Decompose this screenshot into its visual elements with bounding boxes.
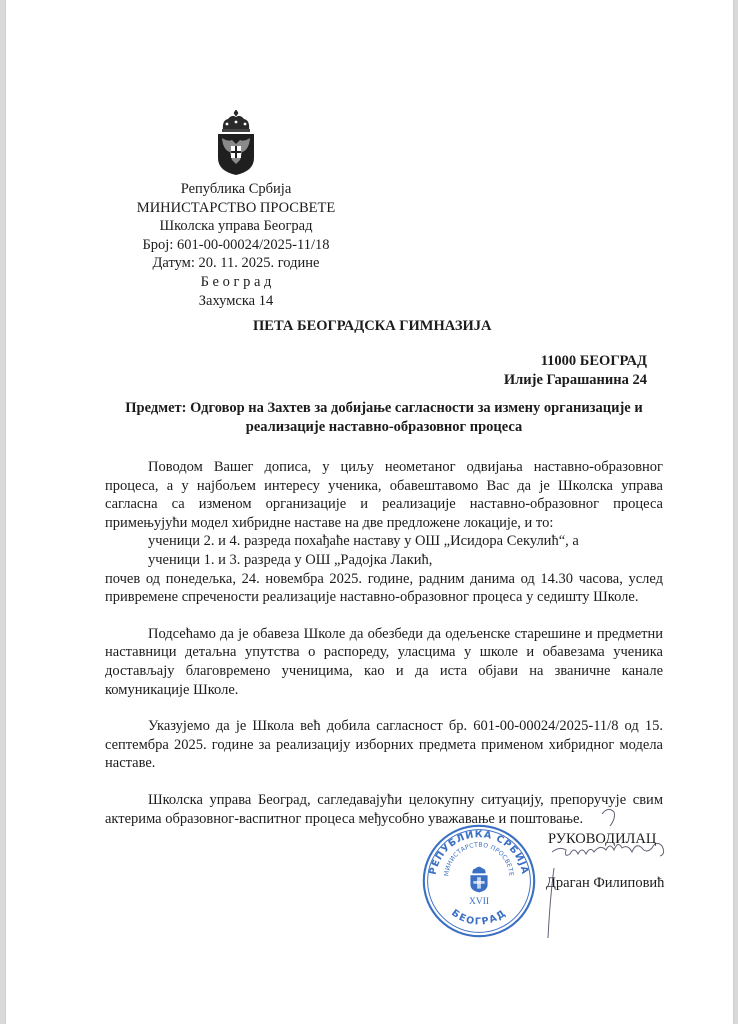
recipient-street: Илије Гарашанина 24	[503, 371, 647, 388]
paragraph-4-text: Школска управа Београд, сагледавајући целокупну ситуацију, препоручује свим актерима образовног-васпитног процеса међусобно уважавање и поштовање.	[105, 791, 663, 827]
stamp-city: БЕОГРАД	[449, 907, 509, 928]
letter-body	[105, 458, 663, 846]
paragraph-2-text: Подсећамо да је обавеза Школе да обезбеди да одељенске старешине и предметни наставници детаљна упутства о распореду, уласцима у школе и обавезама ученика достављају благовремено ученицима, као и да иста објави на званичне канале комуникације Школе.	[105, 625, 663, 698]
stamp-outer-text: РЕПУБЛИКА СРБИЈА	[427, 829, 531, 876]
office-name: Школска управа Београд	[159, 218, 313, 235]
list-item-grades-1-3: ученици 1. и 3. разреда у ОШ „Радојка Лакић,	[148, 551, 433, 568]
paragraph-3-text: Указујемо да је Школа већ добила сагласност бр. 601-00-00024/2025-11/8 од 15. септембра 2025. године за реализацију изборних предмета применом хибридног модела наставе.	[105, 718, 663, 772]
list-item-grades-2-4: ученици 2. и 4. разреда похађаће наставу у ОШ „Исидора Секулић“, а	[148, 533, 579, 550]
reference-number: Број: 601-00-00024/2025-11/18	[142, 236, 330, 253]
stamp-emblem-icon	[470, 867, 487, 893]
subject-line-1: Предмет: Одговор на Захтев за добијање сагласности за измену организације и	[125, 400, 643, 416]
official-stamp	[420, 822, 538, 940]
paragraph-2	[105, 625, 663, 699]
sender-city: Б е о г р а д	[200, 273, 272, 290]
document-page	[5, 0, 734, 1024]
paragraph-3	[105, 717, 663, 773]
stamp-inner-text: МИНИСТАРСТВО ПРОСВЕТЕ	[443, 841, 515, 877]
recipient-address	[504, 352, 647, 389]
signatory-name: Драган Филиповић	[546, 875, 665, 891]
coat-of-arms-icon	[206, 108, 266, 178]
country-name: Република Србија	[180, 181, 292, 197]
document-date: Датум: 20. 11. 2025. године	[152, 255, 320, 272]
subject-line-2: реализације наставно-образовног процеса	[245, 418, 523, 435]
paragraph-1	[105, 458, 663, 607]
stamp-number: XVII	[468, 896, 490, 907]
recipient-name: ПЕТА БЕОГРАДСКА ГИМНАЗИЈА	[253, 318, 492, 334]
ministry-name: МИНИСТАРСТВО ПРОСВЕТЕ	[136, 199, 336, 216]
svg-text:БЕОГРАД	[449, 908, 508, 928]
subject-heading	[100, 399, 668, 436]
sender-header	[106, 180, 366, 310]
paragraph-4	[105, 791, 663, 828]
recipient-postal-city: 11000 БЕОГРАД	[540, 353, 647, 369]
sender-street: Захумска 14	[198, 292, 274, 309]
paragraph-1-intro: Поводом Вашег дописа, у циљу неометаног одвијања наставно-образовног процеса, а у најбољем интересу ученика, обавештавомо Вас да је Школска управа сагласна са изменом организације и реализације наставно-образовног процеса примењујући модел хибридне наставе на две предложене локације, и то:	[105, 459, 663, 531]
paragraph-1-outro: почев од понедељка, 24. новембра 2025. године, радним данима од 14.30 часова, услед привремене спречености реализације наставно-образовног процеса у седишту Школе.	[105, 570, 663, 606]
signatory-title: РУКОВОДИЛАЦ	[548, 831, 657, 847]
